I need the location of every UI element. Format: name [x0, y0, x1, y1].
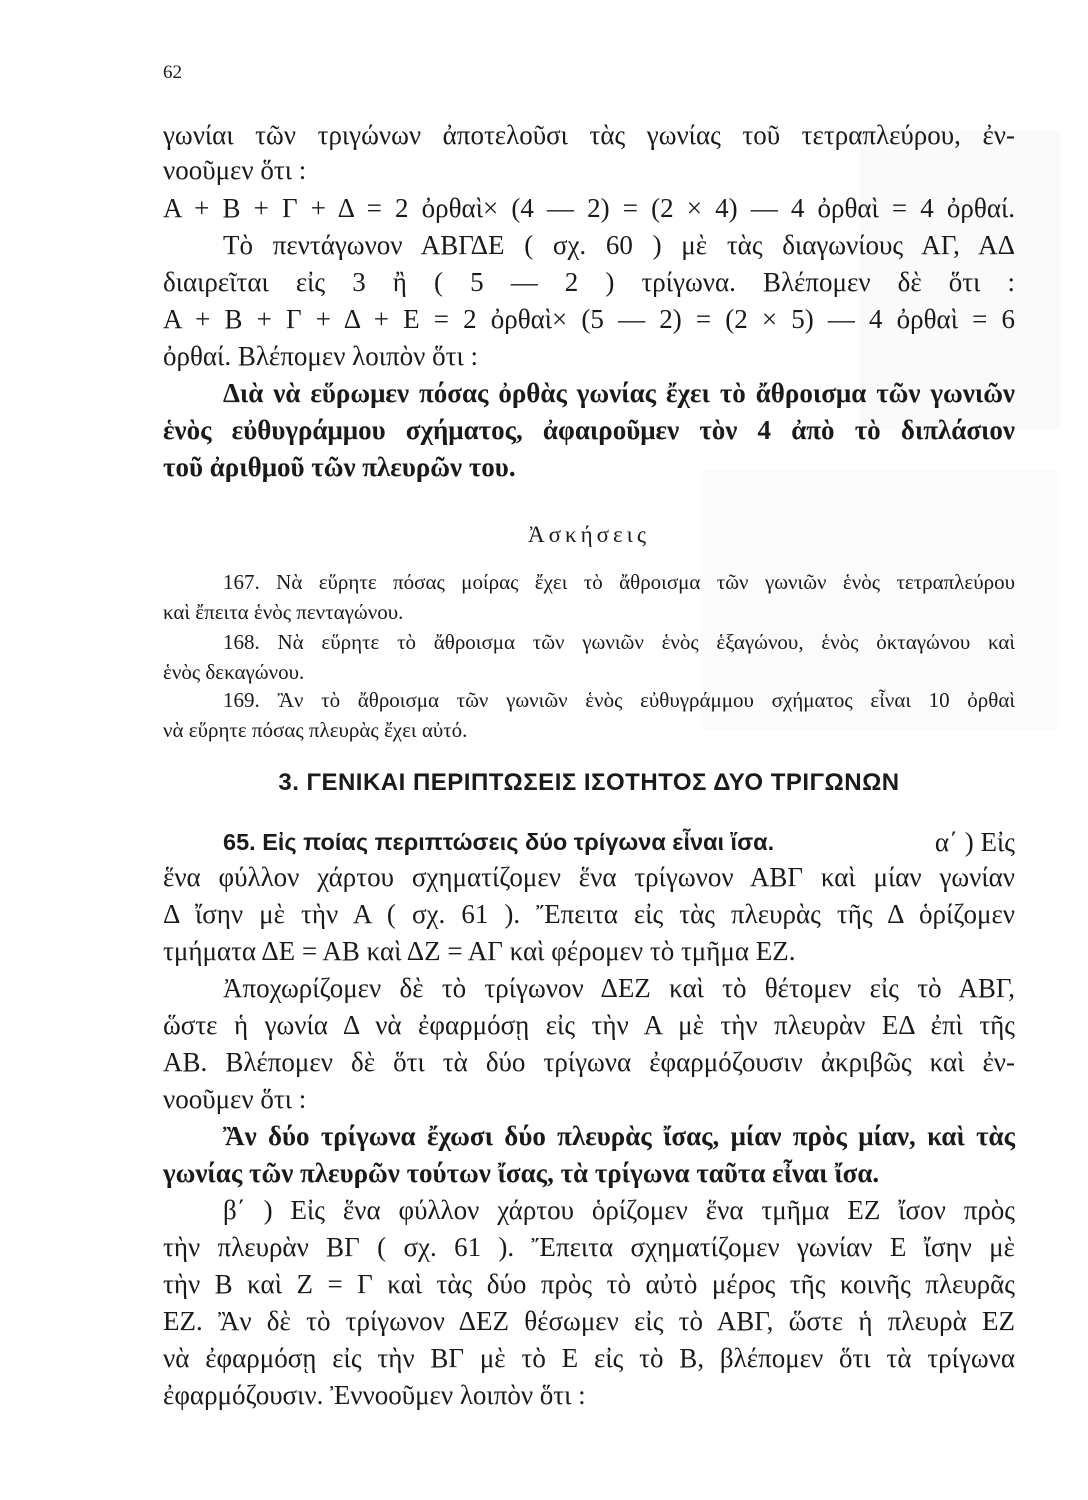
text-line: ἐφαρμόζουσιν. Ἐννοοῦμεν λοιπὸν ὅτι :	[163, 1380, 586, 1410]
text-line: τὴν πλευρὰν ΒΓ ( σχ. 61 ). Ἔπειτα σχηματίζομεν γωνίαν Ε ἴσην μὲ	[163, 1232, 1015, 1262]
rule-statement: ἑνὸς εὐθυγράμμου σχήματος, ἀφαιροῦμεν τὸν 4 ἀπὸ τὸ διπλάσιον	[163, 415, 1015, 445]
text-line: γωνίαι τῶν τριγώνων ἀποτελοῦσι τὰς γωνίας τοῦ τετραπλεύρου, ἐν-	[163, 120, 1015, 150]
section-heading: 3. ΓΕΝΙΚΑΙ ΠΕΡΙΠΤΩΣΕΙΣ ΙΣΟΤΗΤΟΣ ΔΥΟ ΤΡΙΓΩΝΩΝ	[278, 769, 900, 796]
theorem-statement: Ἂν δύο τρίγωνα ἔχωσι δύο πλευρὰς ἴσας, μίαν πρὸς μίαν, καὶ τὰς	[223, 1121, 1015, 1151]
text-line: ΕΖ. Ἂν δὲ τὸ τρίγωνον ΔΕΖ θέσωμεν εἰς τὸ ΑΒΓ, ὥστε ἡ πλευρὰ ΕΖ	[163, 1306, 1015, 1336]
text-line: νοοῦμεν ὅτι :	[163, 155, 307, 185]
text-line: τὴν Β καὶ Ζ = Γ καὶ τὰς δύο πρὸς τὸ αὐτὸ μέρος τῆς κοινῆς πλευρᾶς	[163, 1269, 1015, 1299]
exercise-167: 167. Νὰ εὕρητε πόσας μοίρας ἔχει τὸ ἄθροισμα τῶν γωνιῶν ἑνὸς τετραπλεύρου	[223, 570, 1015, 594]
subsection-heading: 65. Εἰς ποίας περιπτώσεις δύο τρίγωνα εἶναι ἴσα.	[223, 829, 775, 855]
formula-line: Α + Β + Γ + Δ + Ε = 2 ὀρθαὶ× (5 — 2) = (2 × 5) — 4 ὀρθαὶ = 6	[163, 304, 1015, 334]
exercise-169: 169. Ἂν τὸ ἄθροισμα τῶν γωνιῶν ἑνὸς εὐθυγράμμου σχήματος εἶναι 10 ὀρθαὶ	[223, 688, 1015, 712]
text-line: τμήματα ΔΕ = ΑΒ καὶ ΔΖ = ΑΓ καὶ φέρομεν τὸ τμῆμα ΕΖ.	[163, 936, 796, 966]
text-line: Ἀποχωρίζομεν δὲ τὸ τρίγωνον ΔΕΖ καὶ τὸ θέτομεν εἰς τὸ ΑΒΓ,	[223, 973, 1015, 1003]
theorem-statement: γωνίας τῶν πλευρῶν τούτων ἴσας, τὰ τρίγωνα ταῦτα εἶναι ἴσα.	[163, 1158, 880, 1188]
exercises-heading: Ἀσκήσεις	[528, 522, 650, 547]
rule-statement: Διὰ νὰ εὕρωμεν πόσας ὀρθὰς γωνίας ἔχει τὸ ἄθροισμα τῶν γωνιῶν	[223, 378, 1015, 408]
text-line: β΄ ) Εἰς ἕνα φύλλον χάρτου ὁρίζομεν ἕνα τμῆμα ΕΖ ἴσον πρὸς	[223, 1195, 1015, 1225]
text-line: Δ ἴσην μὲ τὴν Α ( σχ. 61 ). Ἔπειτα εἰς τὰς πλευρὰς τῆς Δ ὁρίζομεν	[163, 899, 1015, 929]
text-line: ἕνα φύλλον χάρτου σχηματίζομεν ἕνα τρίγωνον ΑΒΓ καὶ μίαν γωνίαν	[163, 862, 1015, 892]
text-line: ὥστε ἡ γωνία Δ νὰ ἐφαρμόσῃ εἰς τὴν Α μὲ τὴν πλευρὰν ΕΔ ἐπὶ τῆς	[163, 1010, 1015, 1040]
case-label: α΄ ) Εἰς	[934, 827, 1015, 857]
formula-line: Α + Β + Γ + Δ = 2 ὀρθαὶ× (4 — 2) = (2 × 4) — 4 ὀρθαὶ = 4 ὀρθαί.	[163, 193, 1015, 223]
text-line: ΑΒ. Βλέπομεν δὲ ὅτι τὰ δύο τρίγωνα ἐφαρμόζουσιν ἀκριβῶς καὶ ἐν-	[163, 1047, 1015, 1077]
text-line: Τὸ πεντάγωνον ΑΒΓΔΕ ( σχ. 60 ) μὲ τὰς διαγωνίους ΑΓ, ΑΔ	[223, 230, 1015, 260]
exercise-text: καὶ ἔπειτα ἑνὸς πενταγώνου.	[163, 600, 404, 624]
exercise-text: νὰ εὕρητε πόσας πλευρὰς ἔχει αὐτό.	[163, 718, 468, 742]
exercise-168: 168. Νὰ εὕρητε τὸ ἄθροισμα τῶν γωνιῶν ἑνὸς ἑξαγώνου, ἑνὸς ὀκταγώνου καὶ	[223, 630, 1015, 654]
page-number: 62	[163, 62, 182, 83]
text-line: νοοῦμεν ὅτι :	[163, 1084, 307, 1114]
text-line: νὰ ἐφαρμόσῃ εἰς τὴν ΒΓ μὲ τὸ Ε εἰς τὸ Β, βλέπομεν ὅτι τὰ τρίγωνα	[163, 1343, 1015, 1373]
text-line: διαιρεῖται εἰς 3 ἢ ( 5 — 2 ) τρίγωνα. Βλέπομεν δὲ ὅτι :	[163, 267, 1015, 297]
rule-statement: τοῦ ἀριθμοῦ τῶν πλευρῶν του.	[163, 452, 516, 482]
exercise-text: ἑνὸς δεκαγώνου.	[163, 660, 305, 684]
text-line: ὀρθαί. Βλέπομεν λοιπὸν ὅτι :	[163, 341, 478, 371]
